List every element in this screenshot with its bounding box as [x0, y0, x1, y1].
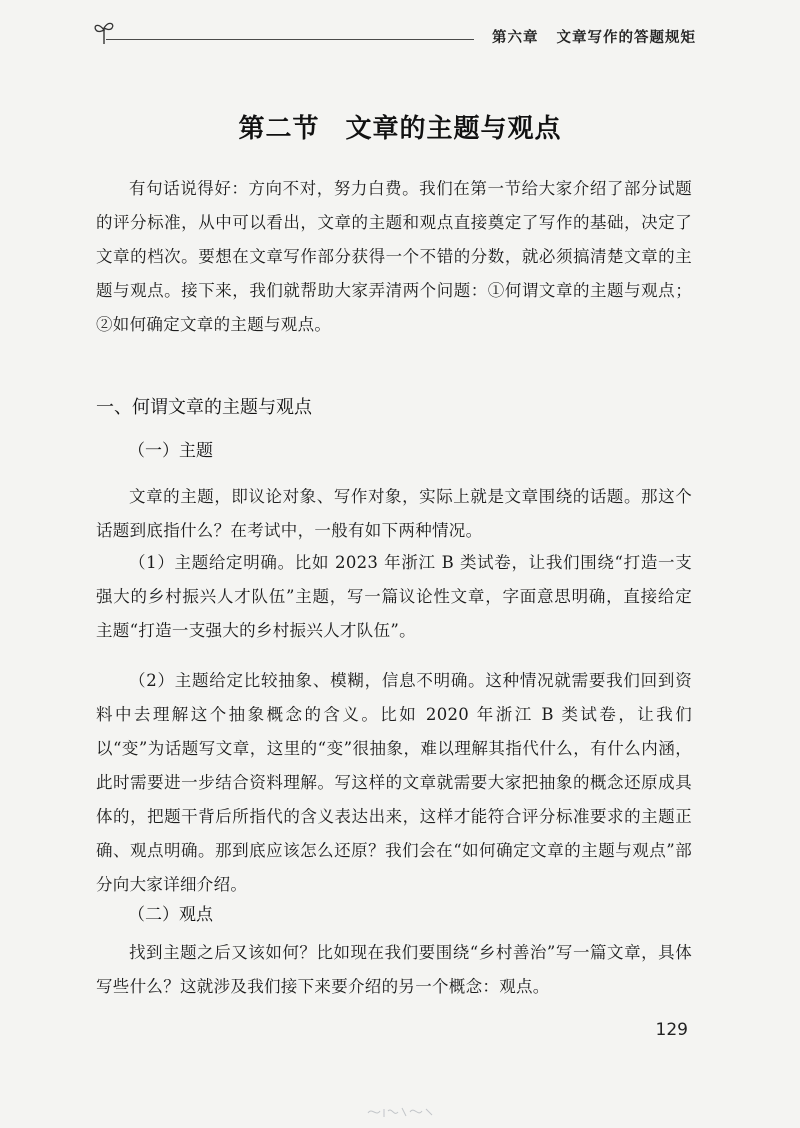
- heading-level2-viewpoint: （二）观点: [128, 905, 213, 925]
- case2-paragraph: （2）主题给定比较抽象、模糊，信息不明确。这种情况就需要我们回到资料中去理解这个抽象概念的含义。比如 2020 年浙江 B 类试卷，让我们以“变”为话题写文章，这里的“变”很抽象，难以理解其指代什么，有什么内涵，此时需要进一步结合资料理解。写这样的文章就需要大家把抽象的概念还原成具体的，把题干背后所指代的含义表达出来，这样才能符合评分标准要求的主题正确、观点明确。那到底应该怎么还原？我们会在“如何确定文章的主题与观点”部分向大家详细介绍。: [96, 671, 692, 894]
- heading-level2-theme: （一）主题: [128, 441, 213, 461]
- section-title: [0, 108, 800, 145]
- theme-definition-paragraph: 文章的主题，即议论对象、写作对象，实际上就是文章围绕的话题。那这个话题到底指什么？在考试中，一般有如下两种情况。: [96, 487, 692, 540]
- running-header: [92, 18, 696, 52]
- sprout-icon: [92, 18, 116, 46]
- intro-paragraph: 有句话说得好：方向不对，努力白费。我们在第一节给大家介绍了部分试题的评分标准，从中可以看出，文章的主题和观点直接奠定了写作的基础，决定了文章的档次。要想在文章写作部分获得一个不错的分数，就必须搞清楚文章的主题与观点。接下来，我们就帮助大家弄清两个问题：①何谓文章的主题与观点；②如何确定文章的主题与观点。: [96, 179, 692, 334]
- faint-stamp-mark: [366, 1103, 436, 1119]
- chapter-number: 第六章: [492, 30, 539, 46]
- header-rule: [106, 39, 474, 40]
- chapter-heading: [492, 26, 696, 47]
- section-name: 文章的主题与观点: [345, 114, 562, 144]
- page-number: 129: [655, 1020, 688, 1040]
- chapter-title: 文章写作的答题规矩: [556, 30, 696, 46]
- viewpoint-paragraph: 找到主题之后又该如何？比如现在我们要围绕“乡村善治”写一篇文章，具体写些什么？这就涉及我们接下来要介绍的另一个概念：观点。: [96, 943, 692, 996]
- heading-level1: 一、何谓文章的主题与观点: [96, 397, 312, 418]
- section-number: 第二节: [238, 114, 320, 144]
- case1-paragraph: （1）主题给定明确。比如 2023 年浙江 B 类试卷，让我们围绕“打造一支强大的乡村振兴人才队伍”主题，写一篇议论性文章，字面意思明确，直接给定主题“打造一支强大的乡村振兴人才队伍”。: [96, 553, 692, 640]
